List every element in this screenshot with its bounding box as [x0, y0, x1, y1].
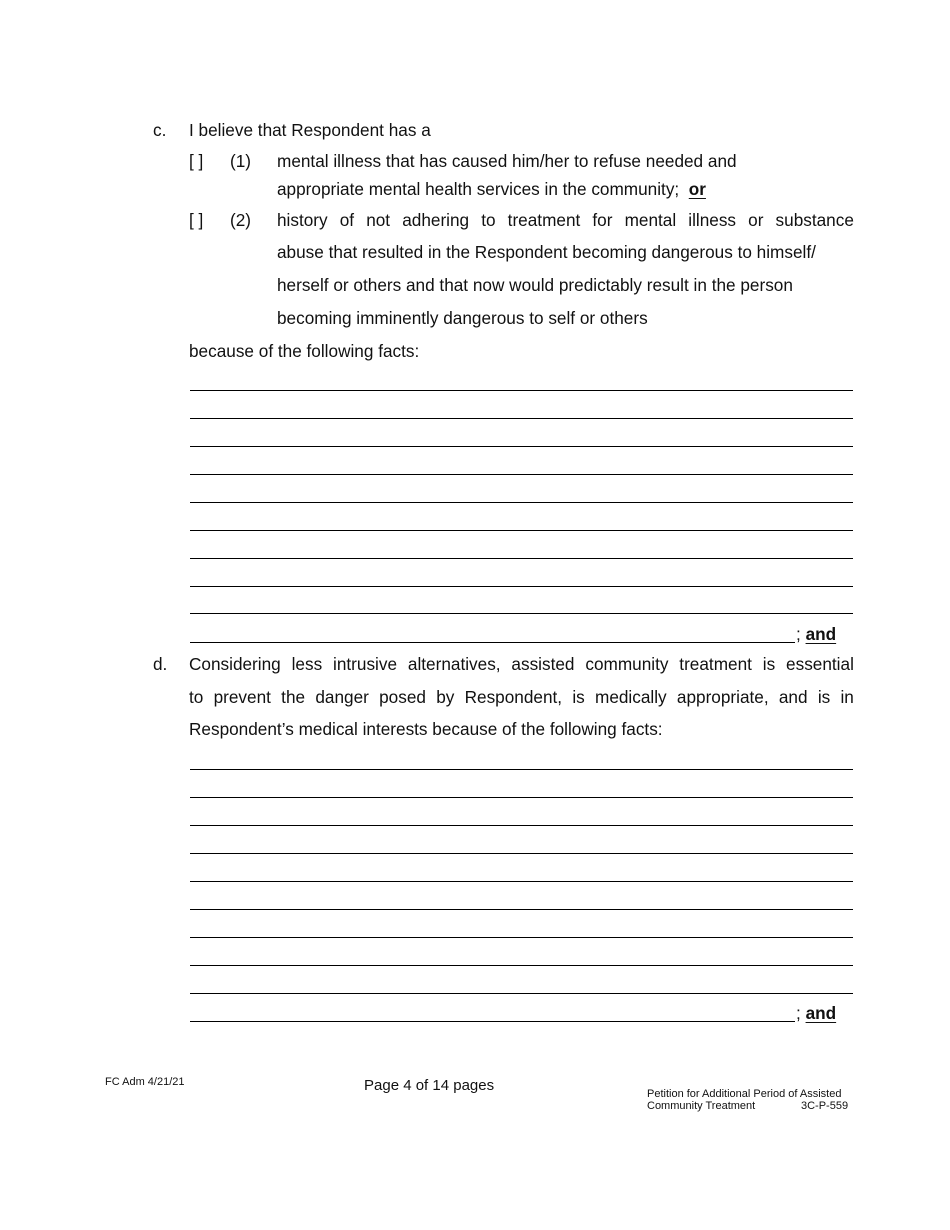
- section-c-intro: I believe that Respondent has a: [189, 120, 431, 140]
- section-c-facts-line[interactable]: [190, 613, 853, 614]
- section-d-text-line-3: Respondent’s medical interests because of the following facts:: [189, 719, 663, 739]
- option-2-word: treatment: [507, 210, 581, 230]
- option-2-text-line-2: abuse that resulted in the Respondent becoming dangerous to himself/: [277, 242, 816, 262]
- option-2-word: or: [748, 210, 764, 230]
- section-c-end-punct: ;: [796, 624, 801, 644]
- section-d-end-conjunction: and: [805, 1003, 837, 1023]
- section-d-facts-line[interactable]: [190, 853, 853, 854]
- option-2-text-line-1: [277, 210, 854, 231]
- option-2-word: of: [339, 210, 355, 230]
- option-2-text-line-3: herself or others and that now would predictably result in the person: [277, 275, 793, 295]
- section-d-word: in: [840, 687, 854, 707]
- section-c-facts-intro: because of the following facts:: [189, 341, 420, 361]
- option-2-word: illness: [688, 210, 737, 230]
- section-d-end: [796, 1003, 836, 1024]
- section-c-end-conjunction: and: [805, 624, 837, 644]
- footer-doc-title-line-2: Community Treatment: [647, 1100, 756, 1112]
- section-d-word: posed: [379, 687, 426, 707]
- section-c-label: c.: [153, 120, 167, 140]
- option-2-number: (2): [230, 210, 252, 230]
- option-1-text-line-2-body: appropriate mental health services in the community;: [277, 179, 680, 199]
- section-c-facts-line[interactable]: [190, 586, 853, 587]
- section-d-word: by: [436, 687, 455, 707]
- section-d-word: medically: [595, 687, 667, 707]
- option-2-word: adhering: [402, 210, 470, 230]
- footer-form-number: 3C-P-559: [801, 1100, 849, 1112]
- option-1-text-line-2: [277, 179, 706, 200]
- section-d-facts-line[interactable]: [190, 965, 853, 966]
- option-2-checkbox[interactable]: [ ]: [189, 210, 204, 230]
- section-c-facts-last-line[interactable]: [190, 642, 795, 643]
- section-d-word: intrusive: [333, 654, 398, 674]
- section-d-word: to: [189, 687, 204, 707]
- section-d-word: assisted: [511, 654, 575, 674]
- section-d-facts-line[interactable]: [190, 797, 853, 798]
- section-d-word: danger: [315, 687, 369, 707]
- option-1-number: (1): [230, 151, 252, 171]
- section-d-text-line-1: [189, 654, 854, 675]
- section-d-word: Considering: [189, 654, 281, 674]
- section-c-end: [796, 624, 836, 645]
- section-d-label: d.: [153, 654, 168, 674]
- section-d-facts-line[interactable]: [190, 909, 853, 910]
- option-2-word: history: [277, 210, 328, 230]
- section-c-facts-line[interactable]: [190, 530, 853, 531]
- section-d-word: treatment: [679, 654, 752, 674]
- option-1-text-line-1: mental illness that has caused him/her to refuse needed and: [277, 151, 737, 171]
- section-c-facts-line[interactable]: [190, 390, 853, 391]
- section-d-word: is: [817, 687, 831, 707]
- section-d-facts-line[interactable]: [190, 993, 853, 994]
- section-c-facts-line[interactable]: [190, 502, 853, 503]
- section-c-facts-line[interactable]: [190, 558, 853, 559]
- footer-page-info: Page 4 of 14 pages: [364, 1077, 495, 1094]
- section-d-facts-line[interactable]: [190, 881, 853, 882]
- section-d-end-punct: ;: [796, 1003, 801, 1023]
- section-d-word: community: [585, 654, 669, 674]
- option-1-checkbox[interactable]: [ ]: [189, 151, 204, 171]
- section-d-word: less: [291, 654, 323, 674]
- option-2-word: for: [592, 210, 613, 230]
- section-d-facts-line[interactable]: [190, 769, 853, 770]
- option-2-word: substance: [775, 210, 854, 230]
- section-d-word: alternatives,: [407, 654, 501, 674]
- section-d-facts-last-line[interactable]: [190, 1021, 795, 1022]
- option-2-word: mental: [624, 210, 677, 230]
- option-2-word: not: [366, 210, 391, 230]
- section-d-word: essential: [786, 654, 854, 674]
- footer-doc-title-line-1: Petition for Additional Period of Assisted: [647, 1088, 842, 1100]
- section-d-text-line-2: [189, 687, 854, 708]
- section-d-word: appropriate,: [676, 687, 769, 707]
- section-d-word: prevent: [213, 687, 271, 707]
- section-d-facts-line[interactable]: [190, 937, 853, 938]
- option-1-conjunction: or: [688, 179, 706, 199]
- footer-form-code: FC Adm 4/21/21: [105, 1076, 185, 1088]
- section-d-word: Respondent,: [464, 687, 563, 707]
- option-2-text-line-4: becoming imminently dangerous to self or others: [277, 308, 648, 328]
- section-d-facts-line[interactable]: [190, 825, 853, 826]
- section-c-facts-line[interactable]: [190, 446, 853, 447]
- section-d-word: is: [572, 687, 585, 707]
- section-d-word: the: [281, 687, 306, 707]
- option-2-word: to: [481, 210, 496, 230]
- section-c-facts-line[interactable]: [190, 418, 853, 419]
- section-c-facts-line[interactable]: [190, 474, 853, 475]
- section-d-word: and: [778, 687, 808, 707]
- section-d-word: is: [762, 654, 776, 674]
